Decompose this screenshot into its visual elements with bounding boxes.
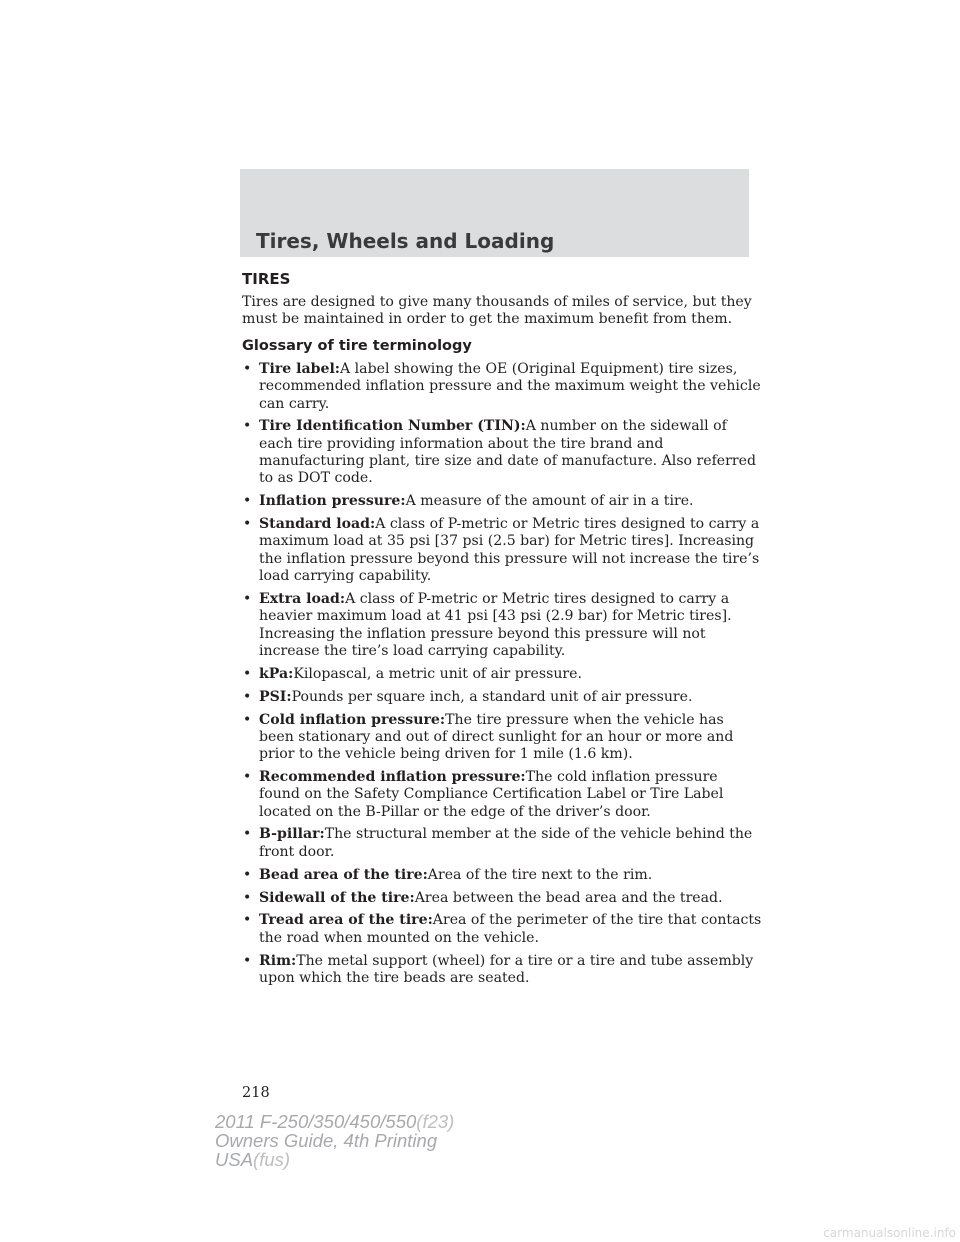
glossary-item	[242, 769, 762, 821]
glossary-term: Inflation pressure:	[259, 493, 406, 510]
glossary-definition: Kilopascal, a metric unit of air pressure.	[293, 665, 582, 682]
glossary-term: Tire Identification Number (TIN):	[259, 418, 526, 435]
glossary-term: Standard load:	[259, 516, 376, 533]
bullet-icon: •	[243, 418, 252, 435]
footer-model: 2011 F-250/350/450/550	[215, 1111, 417, 1132]
bullet-icon: •	[243, 665, 252, 682]
glossary-item	[242, 953, 762, 988]
glossary-term: PSI:	[259, 688, 292, 705]
glossary-definition: A class of P-metric or Metric tires designed to carry a maximum load at 35 psi [37 psi (2.5 bar) for Metric tires]. Increasing the inflation pressure beyond this pressure will not increase the tire’s load carrying capability.	[259, 516, 760, 585]
watermark-link[interactable]: carmanualsonline.info	[823, 1226, 956, 1240]
glossary-term: kPa:	[259, 665, 294, 682]
bullet-icon: •	[243, 711, 252, 728]
glossary-definition: A class of P-metric or Metric tires designed to carry a heavier maximum load at 41 psi [43 psi (2.9 bar) for Metric tires]. Increasing the inflation pressure beyond this pressure will not increase the tire’s load carrying capability.	[259, 590, 732, 659]
bullet-icon: •	[243, 516, 252, 533]
glossary-item	[242, 516, 762, 585]
glossary-item	[242, 666, 762, 683]
glossary-item	[242, 361, 762, 413]
page-number: 218	[242, 1085, 270, 1101]
glossary-item	[242, 712, 762, 764]
glossary-heading: Glossary of tire terminology	[242, 338, 472, 354]
footer-model-line	[215, 1112, 454, 1131]
bullet-icon: •	[243, 866, 252, 883]
glossary-item	[242, 493, 762, 510]
footer-market: USA	[215, 1149, 254, 1170]
glossary-item	[242, 689, 762, 706]
bullet-icon: •	[243, 912, 252, 929]
glossary-definition: The cold inflation pressure found on the Safety Compliance Certification Label or Tire Label located on the B-Pillar or the edge of the driver’s door.	[259, 768, 724, 820]
glossary-term: Extra load:	[259, 590, 346, 607]
glossary-definition: A label showing the OE (Original Equipment) tire sizes, recommended inflation pressure and the maximum weight the vehicle can carry.	[259, 361, 761, 412]
bullet-icon: •	[243, 826, 252, 843]
glossary-definition: A measure of the amount of air in a tire.	[405, 493, 694, 510]
glossary-item	[242, 826, 762, 861]
glossary-definition: Area of the perimeter of the tire that contacts the road when mounted on the vehicle.	[259, 912, 762, 946]
glossary-term: Bead area of the tire:	[259, 866, 428, 883]
glossary-term: B-pillar:	[259, 826, 325, 843]
glossary-term: Recommended inflation pressure:	[259, 768, 526, 785]
glossary-list	[242, 361, 762, 987]
glossary-definition: A number on the sidewall of each tire providing information about the tire brand and manufacturing plant, tire size and date of manufacture. Also referred to as DOT code.	[259, 418, 756, 487]
bullet-icon: •	[243, 688, 252, 705]
bullet-icon: •	[243, 952, 252, 969]
bullet-icon: •	[243, 493, 252, 510]
section-heading: TIRES	[242, 270, 291, 288]
footer-guide-line: Owners Guide, 4th Printing	[215, 1130, 438, 1151]
glossary-definition: Area between the bead area and the tread.	[414, 889, 723, 906]
intro-paragraph: Tires are designed to give many thousands of miles of service, but they must be maintained in order to get the maximum benefit from them.	[242, 294, 752, 327]
chapter-title: Tires, Wheels and Loading	[256, 229, 555, 253]
glossary-term: Tread area of the tire:	[259, 912, 433, 929]
bullet-icon: •	[243, 361, 252, 377]
glossary-item	[242, 591, 762, 660]
footer-model-code: (f23)	[416, 1111, 455, 1132]
glossary-term: Sidewall of the tire:	[259, 889, 415, 906]
glossary-item	[242, 867, 762, 884]
glossary-definition: The structural member at the side of the vehicle behind the front door.	[259, 826, 753, 860]
glossary-definition: The metal support (wheel) for a tire or a tire and tube assembly upon which the tire beads are seated.	[259, 952, 754, 986]
glossary-item	[242, 418, 762, 487]
footer-market-code: (fus)	[253, 1149, 291, 1170]
glossary-term: Cold inflation pressure:	[259, 711, 446, 728]
glossary-item	[242, 912, 762, 947]
glossary-definition: Area of the tire next to the rim.	[427, 866, 653, 883]
glossary-term: Rim:	[259, 952, 297, 969]
bullet-icon: •	[243, 590, 252, 607]
bullet-icon: •	[243, 768, 252, 785]
glossary-definition: The tire pressure when the vehicle has been stationary and out of direct sunlight for an hour or more and prior to the vehicle being driven for 1 mile (1.6 km).	[259, 711, 734, 763]
footer-market-line	[215, 1150, 454, 1169]
section-header-band	[240, 169, 749, 257]
glossary-item	[242, 890, 762, 907]
glossary-definition: Pounds per square inch, a standard unit of air pressure.	[291, 688, 693, 705]
bullet-icon: •	[243, 889, 252, 906]
document-footer	[215, 1112, 454, 1169]
glossary-term: Tire label:	[259, 361, 341, 377]
page-content	[242, 270, 762, 993]
